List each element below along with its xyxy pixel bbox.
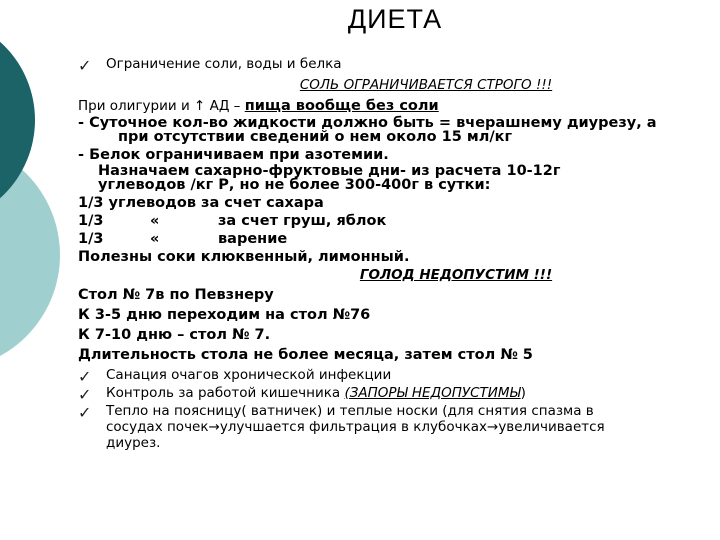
fluid-line-2: при отсутствии сведений о нем около 15 мл/кг	[118, 129, 513, 145]
checkmark-icon: ✓	[78, 385, 92, 404]
slide-content	[78, 56, 714, 451]
day-3-5-line: К 3-5 дню переходим на стол №76	[78, 307, 371, 323]
sugar-days-line-2: углеводов /кг Р, но не более 300-400г в сутки:	[98, 177, 491, 193]
duration-line: Длительность стола не более месяца, затем стол № 5	[78, 347, 533, 363]
protein-line: - Белок ограничиваем при азотемии.	[78, 147, 389, 163]
fluid-line-1: - Суточное кол-во жидкости должно быть = вчерашнему диурезу, а	[78, 115, 657, 131]
third-jam-line: 1/3 « варение	[78, 231, 288, 247]
sugar-days-line-1: Назначаем сахарно-фруктовые дни- из расчета 10-12г	[98, 163, 561, 179]
oliguria-line: При олигурии и ↑ АД – пища вообще без соли	[78, 98, 439, 114]
checkmark-icon: ✓	[78, 367, 92, 386]
table-7v-line: Стол № 7в по Певзнеру	[78, 287, 274, 303]
third-pears-line: 1/3 « за счет груш, яблок	[78, 213, 387, 229]
checkmark-icon: ✓	[78, 56, 92, 75]
warmth-line-3: диурез.	[106, 435, 161, 451]
salt-strict-subtitle: СОЛЬ ОГРАНИЧИВАЕТСЯ СТРОГО !!!	[299, 77, 553, 93]
checkmark-icon: ✓	[78, 403, 92, 422]
warmth-line-2: сосудах почек→улучшается фильтрация в клубочках→увеличивается	[106, 419, 605, 435]
checklist-item-warmth: ✓ Тепло на поясницу( ватничек) и теплые носки (для снятия спазма в	[78, 403, 594, 422]
decorative-teal-shapes	[0, 0, 90, 540]
slide-title: ДИЕТА	[347, 4, 443, 34]
checklist-item-bowel: ✓ Контроль за работой кишечника (ЗАПОРЫ НЕДОПУСТИМЫ)	[78, 385, 526, 404]
checklist-item-infection: ✓ Санация очагов хронической инфекции	[78, 367, 392, 386]
checklist-item-salt-water-protein: ✓ Ограничение соли, воды и белка	[78, 56, 342, 75]
hunger-warning: ГОЛОД НЕДОПУСТИМ !!!	[359, 267, 553, 283]
juices-line: Полезны соки клюквенный, лимонный.	[78, 249, 410, 265]
day-7-10-line: К 7-10 дню – стол № 7.	[78, 327, 271, 343]
third-sugar-line: 1/3 углеводов за счет сахара	[78, 195, 324, 211]
